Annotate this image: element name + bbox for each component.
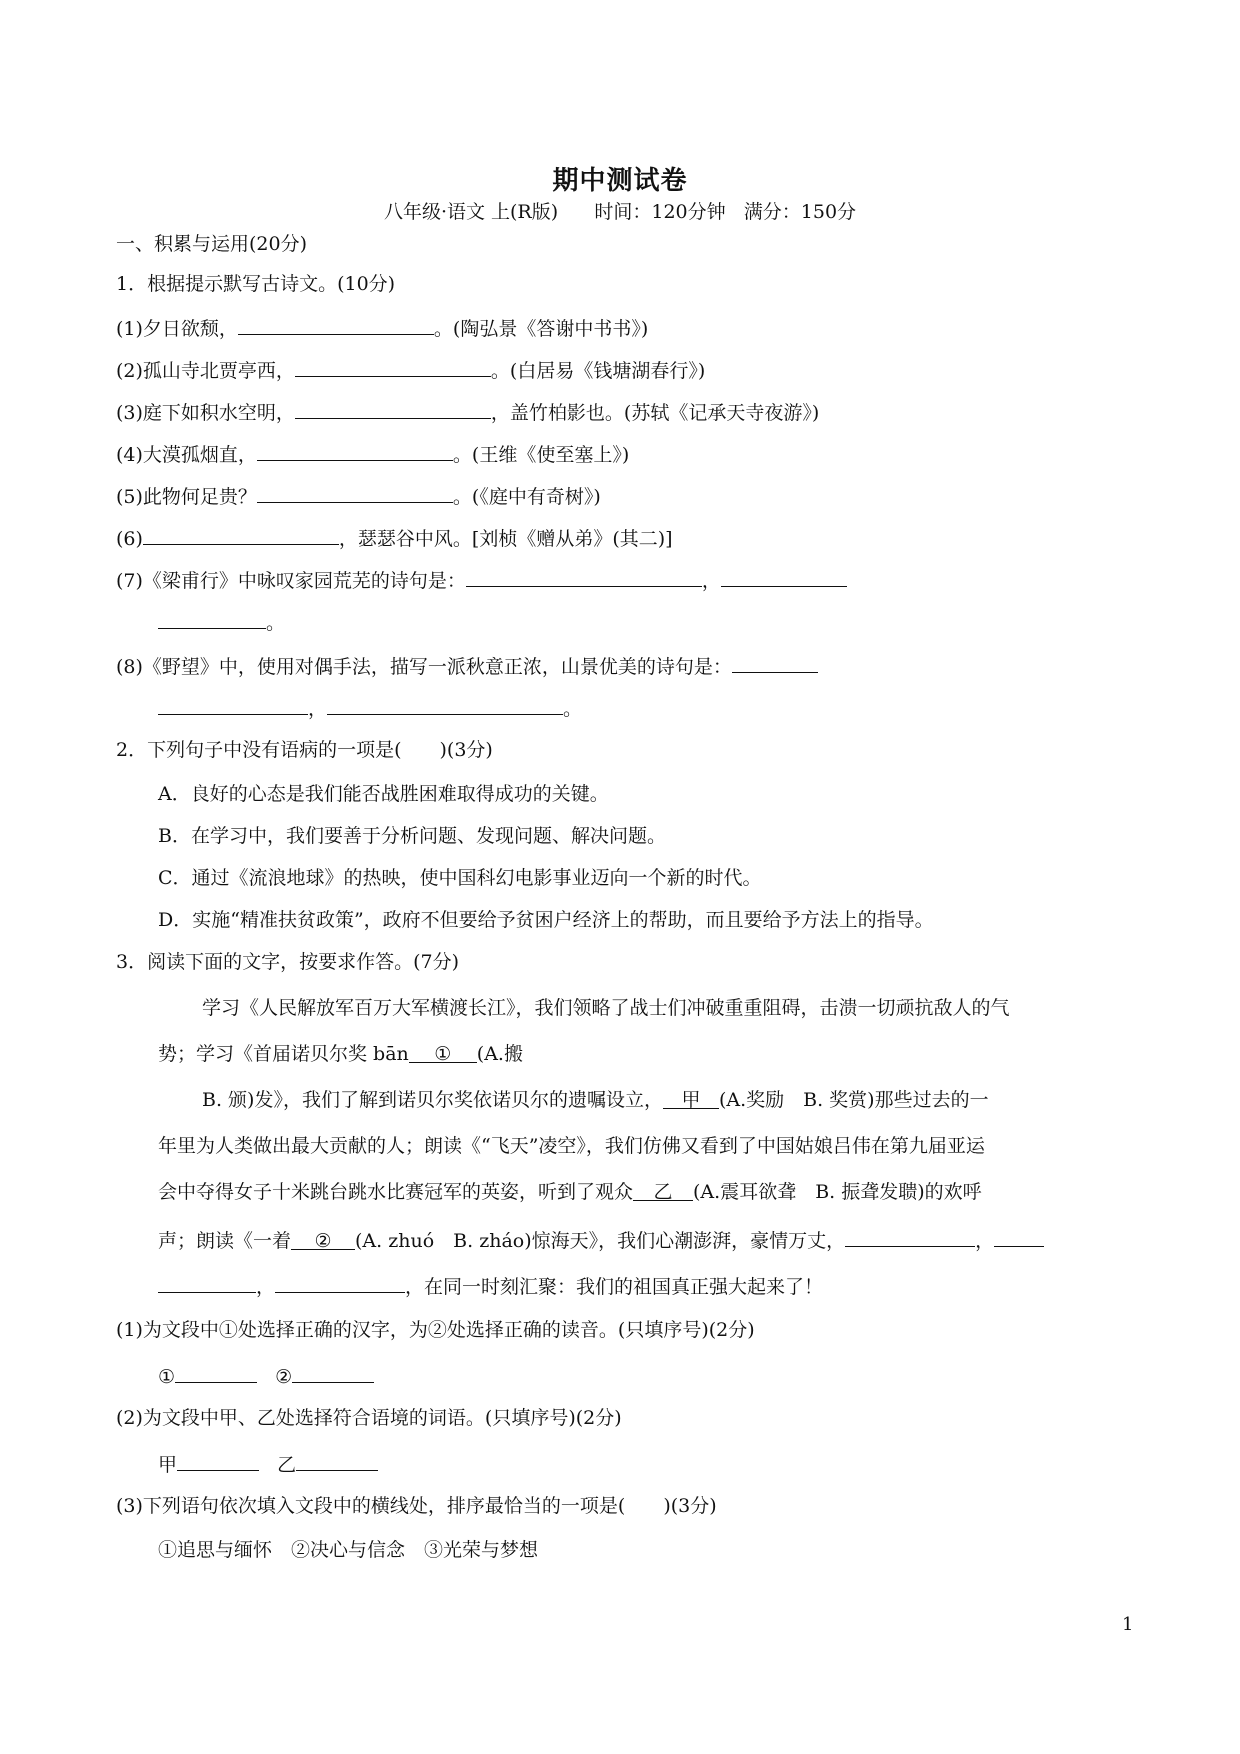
q1-item-source: 。(王维《使至塞上》) xyxy=(452,444,630,466)
question-1-stem: 1．根据提示默写古诗文。(10分) xyxy=(116,273,396,295)
question-2-stem: 2．下列句子中没有语病的一项是( )(3分) xyxy=(116,739,493,761)
passage-text: B. 颁)发》，我们了解到诺贝尔奖依诺贝尔的遗嘱设立， xyxy=(202,1089,663,1111)
answer-label: ① xyxy=(158,1366,176,1388)
q1-item-source: ，盖竹柏影也。(苏轼《记承天寺夜游》) xyxy=(490,402,820,424)
q1-item-source: 。(白居易《钱塘湖春行》) xyxy=(490,360,706,382)
q1-item-source: 。(陶弘景《答谢中书书》) xyxy=(433,318,649,340)
q1-item-text: (5)此物何足贵？ xyxy=(116,486,257,508)
q1-item-text: (1)夕日欲颓， xyxy=(116,318,238,340)
page-title: 期中测试卷 xyxy=(552,166,688,196)
q1-item-2 xyxy=(116,356,705,383)
passage-line-4: 年里为人类做出最大贡献的人；朗读《“飞天”凌空》，我们仿佛又看到了中国姑娘吕伟在第九届亚运 xyxy=(158,1135,985,1157)
q2-option-b: B．在学习中，我们要善于分析问题、发现问题、解决问题。 xyxy=(158,825,666,847)
passage-line-3 xyxy=(202,1088,989,1112)
passage-text: (A.奖励 B. 奖赏)那些过去的一 xyxy=(718,1089,989,1111)
punctuation: ， xyxy=(975,1230,995,1252)
q1-item-6 xyxy=(116,524,673,551)
q3-sub-1-answers xyxy=(158,1362,374,1389)
question-3-stem: 3．阅读下面的文字，按要求作答。(7分) xyxy=(116,951,460,973)
answer-blank[interactable] xyxy=(158,1272,256,1293)
passage-text: (A. zhuó B. zháo)惊海天》，我们心潮澎湃，豪情万丈， xyxy=(355,1230,846,1252)
punctuation: ， xyxy=(701,570,721,592)
q3-sub-3-options: ①追思与缅怀 ②决心与信念 ③光荣与梦想 xyxy=(158,1539,539,1561)
punctuation: 。 xyxy=(563,698,583,720)
answer-blank[interactable] xyxy=(177,1450,259,1471)
q1-item-8 xyxy=(116,652,818,679)
blank-jia[interactable]: 甲 xyxy=(663,1088,719,1109)
answer-blank[interactable] xyxy=(295,398,491,419)
answer-blank[interactable] xyxy=(845,1226,975,1247)
q2-option-d: D．实施“精准扶贫政策”，政府不但要给予贫困户经济上的帮助，而且要给予方法上的指导。 xyxy=(158,909,934,931)
answer-blank[interactable] xyxy=(721,566,847,587)
q2-option-a: A．良好的心态是我们能否战胜困难取得成功的关键。 xyxy=(158,783,609,805)
answer-label: 甲 xyxy=(158,1454,178,1476)
punctuation: ， xyxy=(256,1276,276,1298)
q1-item-text: (2)孤山寺北贾亭西， xyxy=(116,360,295,382)
passage-line-7 xyxy=(158,1272,823,1299)
q3-sub-2-answers xyxy=(158,1450,378,1477)
q3-sub-2: (2)为文段中甲、乙处选择符合语境的词语。(只填序号)(2分) xyxy=(116,1407,622,1429)
answer-blank[interactable] xyxy=(158,694,308,715)
answer-blank[interactable] xyxy=(175,1362,257,1383)
answer-blank[interactable] xyxy=(143,524,339,545)
q1-item-text: (4)大漠孤烟直， xyxy=(116,444,257,466)
punctuation: ， xyxy=(308,698,328,720)
answer-label: ② xyxy=(275,1366,293,1388)
q1-item-text: (3)庭下如积水空明， xyxy=(116,402,295,424)
q2-option-c: C．通过《流浪地球》的热映，使中国科幻电影事业迈向一个新的时代。 xyxy=(158,867,762,889)
answer-blank[interactable] xyxy=(295,356,491,377)
q1-item-4 xyxy=(116,440,629,467)
q1-item-5 xyxy=(116,482,601,509)
q1-item-7-continued xyxy=(158,608,285,635)
answer-blank[interactable] xyxy=(994,1226,1044,1247)
answer-blank[interactable] xyxy=(732,652,818,673)
answer-blank[interactable] xyxy=(257,440,453,461)
q1-item-text: (8)《野望》中，使用对偶手法，描写一派秋意正浓，山景优美的诗句是： xyxy=(116,656,732,678)
answer-blank[interactable] xyxy=(275,1272,405,1293)
blank-yi[interactable]: 乙 xyxy=(633,1180,693,1201)
passage-line-5 xyxy=(158,1180,982,1204)
section-heading: 一、积累与运用(20分) xyxy=(116,233,308,255)
answer-blank[interactable] xyxy=(158,608,266,629)
q1-item-source: 。(《庭中有奇树》) xyxy=(452,486,601,508)
passage-line-2 xyxy=(158,1042,523,1066)
passage-text: ，在同一时刻汇聚：我们的祖国真正强大起来了！ xyxy=(405,1276,824,1298)
q1-item-7 xyxy=(116,566,847,593)
q1-item-text: (7)《梁甫行》中咏叹家园荒芜的诗句是： xyxy=(116,570,466,592)
blank-2[interactable]: ② xyxy=(291,1229,355,1250)
passage-text: 会中夺得女子十米跳台跳水比赛冠军的英姿，听到了观众 xyxy=(158,1181,634,1203)
passage-text: 势；学习《首届诺贝尔奖 bān xyxy=(158,1043,409,1065)
page-number: 1 xyxy=(1122,1614,1134,1635)
answer-label: 乙 xyxy=(277,1454,297,1476)
passage-text: (A.震耳欲聋 B. 振聋发聩)的欢呼 xyxy=(693,1181,982,1203)
q3-sub-1: (1)为文段中①处选择正确的汉字，为②处选择正确的读音。(只填序号)(2分) xyxy=(116,1319,755,1341)
exam-info: 八年级·语文 上(R版) 时间：120分钟 满分：150分 xyxy=(383,201,857,223)
answer-blank[interactable] xyxy=(238,314,434,335)
q1-item-text: (6) xyxy=(116,528,143,550)
q1-item-8-continued xyxy=(158,694,582,721)
answer-blank[interactable] xyxy=(257,482,453,503)
answer-blank[interactable] xyxy=(296,1450,378,1471)
q1-item-source: ，瑟瑟谷中风。[刘桢《赠从弟》(其二)] xyxy=(338,528,673,550)
passage-text: (A.搬 xyxy=(476,1043,523,1065)
q3-sub-3: (3)下列语句依次填入文段中的横线处，排序最恰当的一项是( )(3分) xyxy=(116,1495,717,1517)
answer-blank[interactable] xyxy=(292,1362,374,1383)
answer-blank[interactable] xyxy=(466,566,702,587)
answer-blank[interactable] xyxy=(327,694,563,715)
passage-text: 声；朗读《一着 xyxy=(158,1230,292,1252)
passage-line-1: 学习《人民解放军百万大军横渡长江》，我们领略了战士们冲破重重阻碍，击溃一切顽抗敌人的气 xyxy=(202,997,1010,1019)
blank-1[interactable]: ① xyxy=(409,1042,477,1063)
q1-item-1 xyxy=(116,314,648,341)
punctuation: 。 xyxy=(266,612,286,634)
q1-item-3 xyxy=(116,398,819,425)
passage-line-6 xyxy=(158,1226,1044,1253)
